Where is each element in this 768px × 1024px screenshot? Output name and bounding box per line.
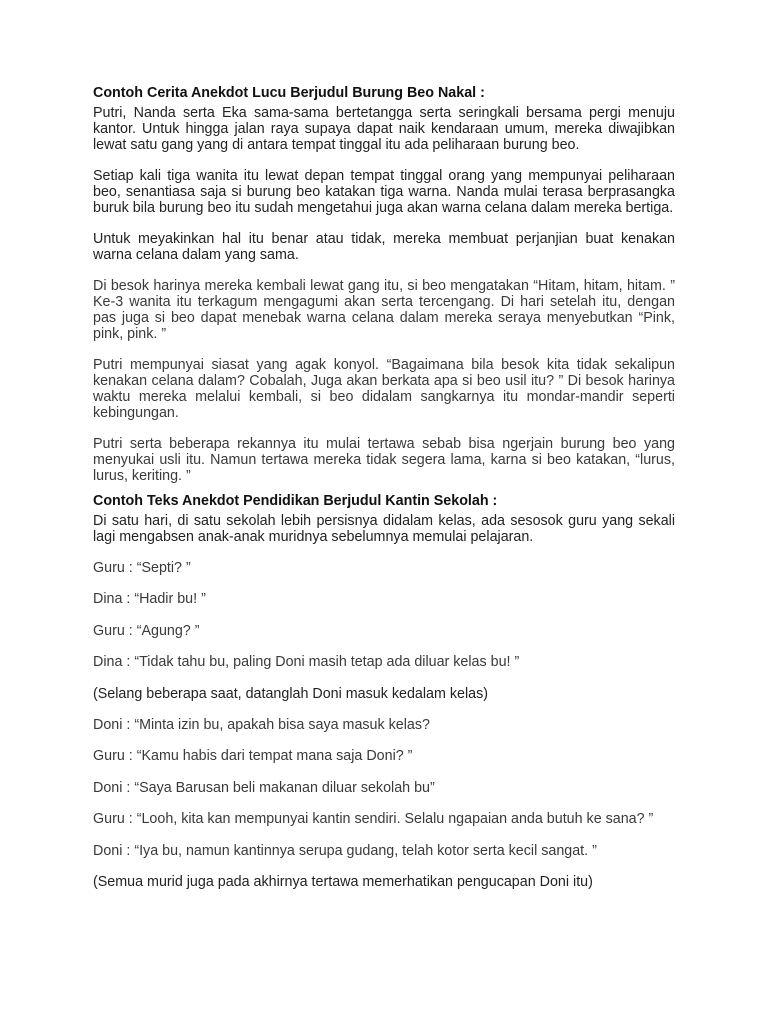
story-1-paragraph: Setiap kali tiga wanita itu lewat depan tempat tinggal orang yang mempunyai peliharaan beo, senantiasa saja si burung beo katakan tiga warna. Nanda mulai terasa berprasangka buruk bila burung beo itu sudah mengetahui juga akan warna celana dalam mereka bertiga. [93, 168, 675, 216]
dialogue-line: Doni : “Saya Barusan beli makanan diluar sekolah bu” [93, 779, 435, 796]
story-1-paragraph: Di besok harinya mereka kembali lewat gang itu, si beo mengatakan “Hitam, hitam, hitam. ” Ke-3 wanita itu terkagum mengagumi akan serta tercengang. Di hari setelah itu, dengan pas juga si beo dapat menebak warna celana dalam mereka seraya menyebutkan “Pink, pink, pink. ” [93, 278, 675, 342]
narration-line: (Selang beberapa saat, datanglah Doni masuk kedalam kelas) [93, 685, 488, 702]
dialogue-line: Dina : “Hadir bu! ” [93, 591, 206, 608]
dialogue-line: Guru : “Agung? ” [93, 622, 200, 639]
story-2-heading: Contoh Teks Anekdot Pendidikan Berjudul Kantin Sekolah : [93, 493, 498, 509]
story-1-paragraph: Putri mempunyai siasat yang agak konyol. “Bagaimana bila besok kita tidak sekalipun kenakan celana dalam? Cobalah, Juga akan berkata apa si beo usil itu? ” Di besok harinya waktu mereka melalui kembali, si beo didalam sangkarnya itu mondar-mandir seperti kebingungan. [93, 357, 675, 421]
dialogue-line: Guru : “Looh, kita kan mempunyai kantin sendiri. Selalu ngapaian anda butuh ke sana? ” [93, 811, 654, 828]
dialogue-line: Doni : “Iya bu, namun kantinnya serupa gudang, telah kotor serta kecil sangat. ” [93, 842, 597, 859]
dialogue-line: Guru : “Septi? ” [93, 560, 191, 576]
dialogue-line: Guru : “Kamu habis dari tempat mana saja Doni? ” [93, 748, 413, 765]
story-1-heading: Contoh Cerita Anekdot Lucu Berjudul Burung Beo Nakal : [93, 85, 485, 101]
story-1-paragraph: Untuk meyakinkan hal itu benar atau tidak, mereka membuat perjanjian buat kenakan warna celana dalam yang sama. [93, 231, 675, 263]
story-1-section [93, 85, 675, 484]
story-1-paragraph: Putri, Nanda serta Eka sama-sama bertetangga serta seringkali bersama pergi menuju kantor. Untuk hingga jalan raya supaya dapat naik kendaraan umum, mereka diwajibkan lewat satu gang yang di antara tempat tinggal itu ada peliharaan burung beo. [93, 105, 675, 153]
story-2-section [93, 493, 675, 890]
story-1-paragraph: Putri serta beberapa rekannya itu mulai tertawa sebab bisa ngerjain burung beo yang menyukai usli itu. Namun tertawa mereka tidak segera lama, karna si beo katakan, “lurus, lurus, keriting. ” [93, 436, 675, 484]
narration-line: (Semua murid juga pada akhirnya tertawa memerhatikan pengucapan Doni itu) [93, 873, 593, 890]
dialogue-line: Doni : “Minta izin bu, apakah bisa saya masuk kelas? [93, 716, 430, 733]
story-2-intro: Di satu hari, di satu sekolah lebih persisnya didalam kelas, ada sesosok guru yang sekali lagi mengabsen anak-anak muridnya sebelumnya memulai pelajaran. [93, 513, 675, 545]
dialogue-line: Dina : “Tidak tahu bu, paling Doni masih tetap ada diluar kelas bu! ” [93, 654, 520, 671]
